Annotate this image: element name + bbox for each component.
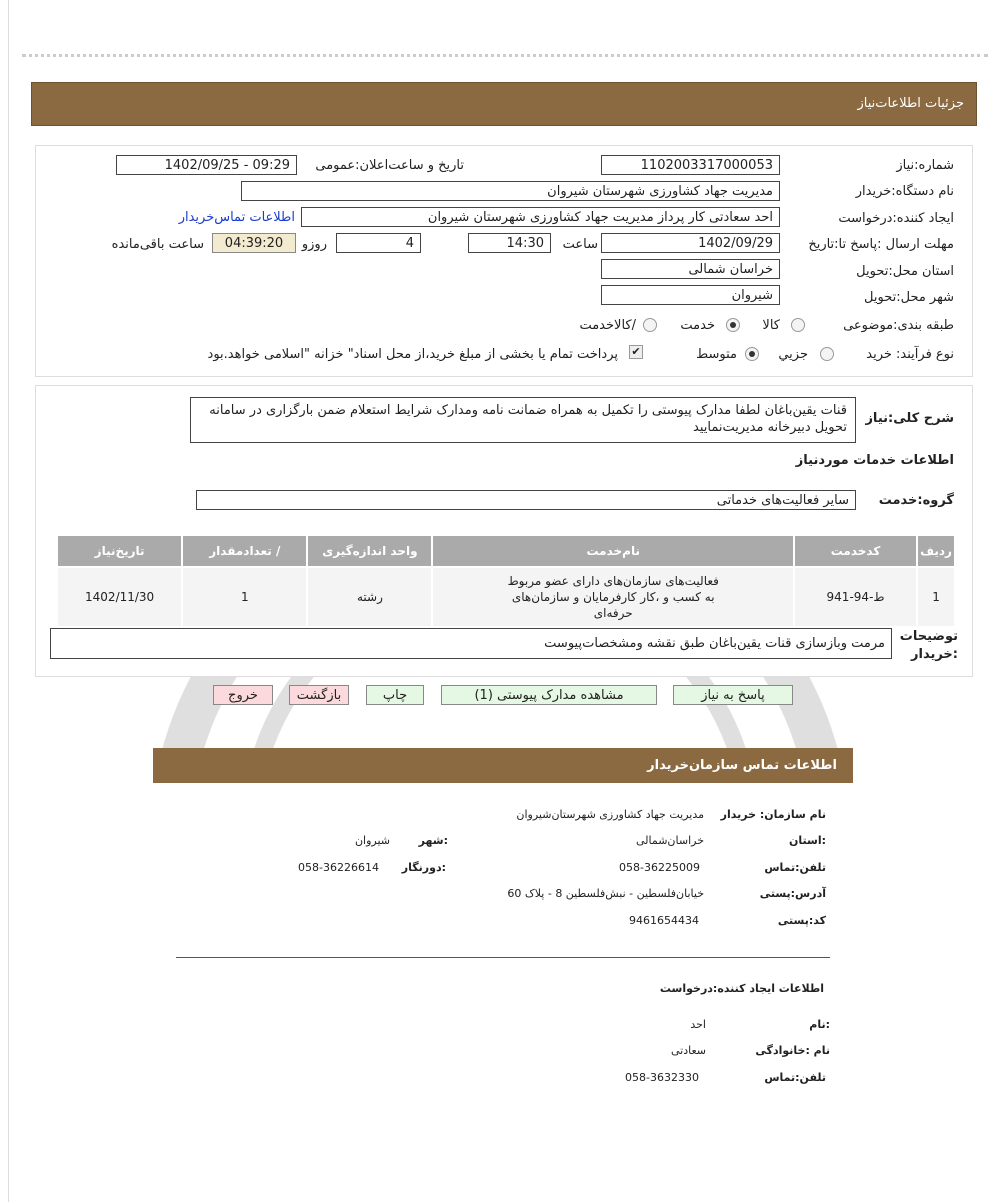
postal-value: 9461654434	[629, 914, 699, 927]
category-both-label: /کالاخدمت	[579, 318, 636, 333]
cell-code: ط-94-941	[794, 567, 917, 627]
col-service-name: نام‌خدمت	[432, 535, 794, 567]
payment-note: پرداخت تمام یا بخشی از مبلغ خرید،از محل اسناد" خزانه "اسلامی خواهد.بود	[207, 347, 618, 362]
category-both-radio[interactable]	[643, 318, 657, 332]
process-medium-label: متوسط	[696, 347, 737, 362]
cell-need-date: 1402/11/30	[57, 567, 182, 627]
print-button[interactable]: چاپ	[366, 685, 424, 705]
province-contact-label: :استان	[789, 834, 826, 847]
treasury-checkbox[interactable]: ✔	[629, 345, 643, 359]
address-label: آدرس:پستی	[759, 887, 826, 900]
creator-phone-label: تلفن:تماس	[764, 1071, 826, 1084]
category-service-label: خدمت	[680, 318, 715, 333]
group-label: گروه:خدمت	[878, 493, 954, 508]
category-goods-radio[interactable]	[791, 318, 805, 332]
postal-label: کد:پستی	[777, 914, 826, 927]
reply-button[interactable]: پاسخ به نیاز	[673, 685, 793, 705]
province-contact-value: خراسان‌شمالی	[635, 834, 704, 847]
process-medium-radio[interactable]	[745, 347, 759, 361]
page-frame-line	[8, 0, 9, 1202]
col-need-date: تاریخ‌نیاز	[57, 535, 182, 567]
buyer-notes-label: توضیحات :خریدار	[899, 629, 958, 662]
fax-value: 058-36226614	[298, 861, 379, 874]
cell-quantity: 1	[182, 567, 307, 627]
back-button[interactable]: بازگشت	[289, 685, 349, 705]
contact-divider	[176, 957, 830, 958]
days-label: روزو	[301, 237, 327, 252]
creator-info-title: اطلاعات ایجاد کننده:درخواست	[659, 982, 824, 995]
org-label: نام سازمان: خریدار	[720, 808, 826, 821]
need-number-field: 1102003317000053	[601, 155, 780, 175]
city-field: شیروان	[601, 285, 780, 305]
process-partial-radio[interactable]	[820, 347, 834, 361]
cell-service-name: فعالیت‌های سازمان‌های دارای عضو مربوط به کسب و ،کار کارفرمایان و سازمان‌های حرفه‌ای	[432, 567, 794, 627]
creator-name-value: احد	[690, 1018, 706, 1031]
col-row: ردیف	[917, 535, 955, 567]
cell-unit: رشته	[307, 567, 432, 627]
summary-label: شرح کلی:نیاز	[865, 411, 954, 426]
address-value: خیابان‌فلسطین - نبش‌فلسطین 8 - پلاک 60	[507, 887, 704, 900]
summary-text: قنات یقین‌باغان لطفا مدارک پیوستی را تکمیل به همراه ضمانت نامه ومدارک شرایط استعلام ضمن بارگزاری در سامانه تحویل دبیرخانه مدیریت‌نمایید	[190, 397, 856, 443]
remaining-label: ساعت باقی‌مانده	[111, 237, 204, 252]
view-docs-button[interactable]: مشاهده مدارک پیوستی (1)	[441, 685, 657, 705]
announce-field: 1402/09/25 - 09:29	[116, 155, 297, 175]
time-label: ساعت	[562, 237, 598, 252]
group-field: سایر فعالیت‌های خدماتی	[196, 490, 856, 510]
city-label: شهر محل:تحویل	[864, 290, 954, 305]
creator-field: احد سعادتی کار پرداز مدیریت جهاد کشاورزی شهرستان شیروان	[301, 207, 780, 227]
announce-label: تاریخ و ساعت‌اعلان:عمومی	[315, 158, 464, 173]
contact-header	[153, 748, 853, 783]
creator-family-label: نام :خانوادگی	[755, 1044, 830, 1057]
contact-title: اطلاعات تماس سازمان‌خریدار	[647, 758, 837, 773]
cell-row: 1	[917, 567, 955, 627]
page-header	[31, 82, 977, 126]
creator-phone-value: 058-3632330	[625, 1071, 699, 1084]
org-value: مدیریت جهاد کشاورزی شهرستان‌شیروان	[516, 808, 704, 821]
col-code: کدخدمت	[794, 535, 917, 567]
category-goods-label: کالا	[762, 318, 780, 333]
services-title: اطلاعات خدمات موردنیاز	[795, 453, 954, 468]
top-divider	[22, 54, 988, 57]
contact-buyer-link[interactable]: اطلاعات تماس‌خریدار	[178, 210, 295, 225]
days-field: 4	[336, 233, 421, 253]
creator-name-label: :نام	[809, 1018, 830, 1031]
fax-label: :دورنگار	[401, 861, 446, 874]
process-label: نوع فرآیند: خرید	[866, 347, 954, 362]
buyer-field: مدیریت جهاد کشاورزی شهرستان شیروان	[241, 181, 780, 201]
phone-label: تلفن:تماس	[764, 861, 826, 874]
deadline-label: مهلت ارسال :پاسخ تا:تاریخ	[808, 237, 954, 252]
category-label: طبقه بندی:موضوعی	[843, 318, 954, 333]
table-header-row	[57, 535, 955, 567]
process-partial-label: جزیي	[778, 347, 808, 362]
remaining-timer: 04:39:20	[212, 233, 296, 253]
creator-family-value: سعادتی	[670, 1044, 706, 1057]
services-table	[56, 534, 956, 628]
province-label: استان محل:تحویل	[856, 264, 954, 279]
creator-label: ایجاد کننده:درخواست	[838, 211, 954, 226]
page-title: جزئیات اطلاعات‌نیاز	[857, 96, 964, 111]
table-row	[57, 567, 955, 627]
need-number-label: شماره:نیاز	[896, 158, 954, 173]
deadline-date-field: 1402/09/29	[601, 233, 780, 253]
col-quantity: / تعدادمقدار	[182, 535, 307, 567]
phone-value: 058-36225009	[619, 861, 700, 874]
province-field: خراسان شمالی	[601, 259, 780, 279]
buyer-label: نام دستگاه:خریدار	[855, 184, 954, 199]
col-unit: واحد اندازه‌گیری	[307, 535, 432, 567]
category-service-radio[interactable]	[726, 318, 740, 332]
deadline-time-field: 14:30	[468, 233, 551, 253]
buyer-notes-text: مرمت وبازسازی قنات یقین‌باغان طبق نقشه ومشخصات‌پیوست	[50, 628, 892, 659]
city-contact-label: :شهر	[418, 834, 448, 847]
exit-button[interactable]: خروج	[213, 685, 273, 705]
need-info-panel	[35, 145, 973, 377]
city-contact-value: شیروان	[354, 834, 390, 847]
